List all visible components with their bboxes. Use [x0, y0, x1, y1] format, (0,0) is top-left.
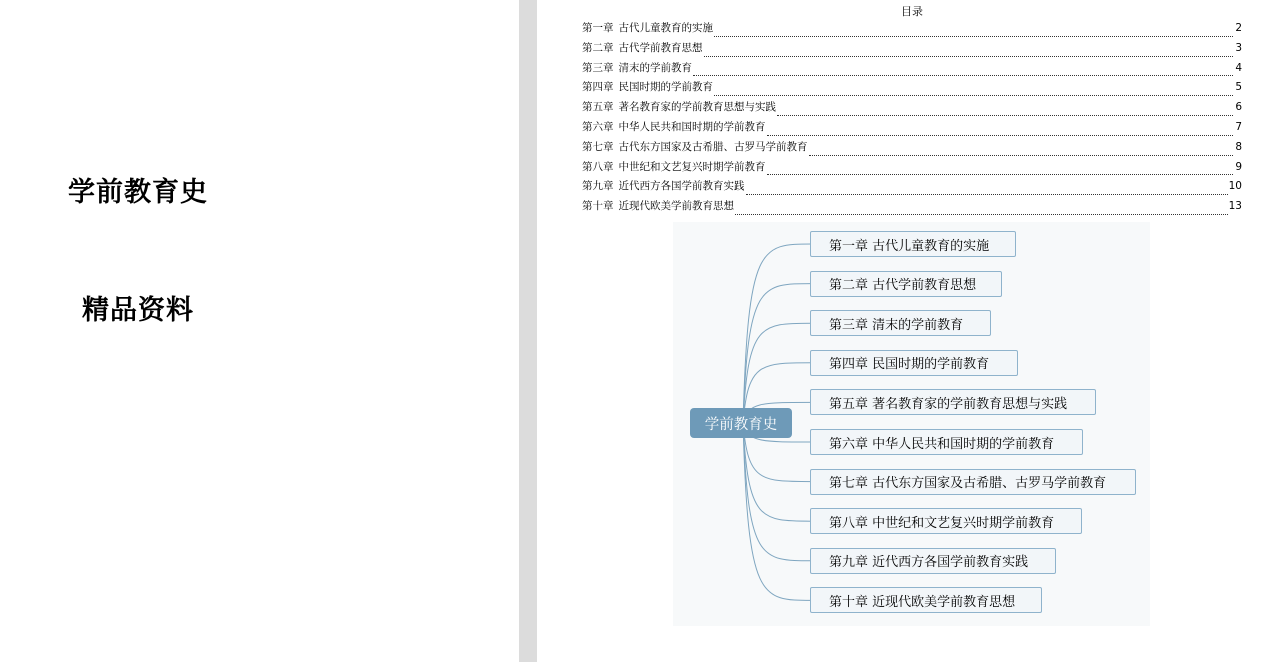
toc-dot-leader [735, 214, 1228, 215]
document-subtitle: 精品资料 [82, 295, 194, 326]
toc-dot-leader [767, 174, 1234, 175]
toc-entry[interactable] [582, 99, 1242, 119]
toc-entry-title: 著名教育家的学前教育思想与实践 [618, 101, 776, 114]
toc-entry-number: 第八章 [582, 160, 614, 173]
mindmap-connector [743, 423, 812, 561]
toc-dot-leader [693, 75, 1233, 76]
toc-entry-title: 中华人民共和国时期的学前教育 [618, 120, 766, 133]
mindmap-node[interactable]: 第七章 古代东方国家及古希腊、古罗马学前教育 [810, 469, 1136, 495]
right-page [537, 0, 1280, 662]
toc-entry-title: 古代学前教育思想 [618, 41, 703, 54]
mindmap-node[interactable]: 第八章 中世纪和文艺复兴时期学前教育 [810, 508, 1082, 534]
toc-dot-leader [714, 36, 1233, 37]
toc-entry-number: 第一章 [582, 22, 614, 34]
mindmap-node[interactable]: 第三章 清末的学前教育 [810, 310, 991, 336]
toc-entry[interactable] [582, 159, 1242, 179]
toc-entry-number: 第四章 [582, 81, 614, 94]
toc-list [582, 20, 1242, 218]
toc-entry[interactable] [582, 198, 1242, 218]
toc-entry-page: 5 [1235, 81, 1242, 94]
toc-entry-page: 4 [1235, 61, 1242, 74]
toc-entry-page: 3 [1235, 41, 1242, 54]
mindmap-root[interactable]: 学前教育史 [690, 408, 792, 438]
toc-entry-title: 近现代欧美学前教育思想 [618, 200, 734, 213]
document-title: 学前教育史 [68, 177, 208, 208]
toc-dot-leader [746, 194, 1228, 195]
toc-entry-number: 第三章 [582, 61, 614, 74]
toc-dot-leader [809, 155, 1234, 156]
toc-entry-number: 第六章 [582, 120, 614, 133]
toc-entry[interactable] [582, 40, 1242, 60]
toc-entry-page: 13 [1228, 200, 1242, 213]
toc-heading: 目录 [901, 5, 923, 18]
mindmap-node[interactable]: 第十章 近现代欧美学前教育思想 [810, 587, 1042, 613]
toc-entry-page: 9 [1235, 160, 1242, 173]
mindmap-node[interactable]: 第四章 民国时期的学前教育 [810, 350, 1018, 376]
toc-entry-title: 古代东方国家及古希腊、古罗马学前教育 [618, 140, 808, 153]
toc-dot-leader [714, 95, 1233, 96]
toc-entry-number: 第七章 [582, 140, 614, 153]
toc-entry[interactable] [582, 20, 1242, 40]
toc-entry-title: 近代西方各国学前教育实践 [618, 180, 745, 193]
mindmap-node[interactable]: 第一章 古代儿童教育的实施 [810, 231, 1016, 257]
toc-dot-leader [767, 135, 1234, 136]
toc-entry[interactable] [582, 139, 1242, 159]
mindmap-node[interactable]: 第二章 古代学前教育思想 [810, 271, 1002, 297]
toc-entry-title: 中世纪和文艺复兴时期学前教育 [618, 160, 766, 173]
toc-dot-leader [777, 115, 1233, 116]
toc-entry-title: 古代儿童教育的实施 [618, 22, 713, 34]
toc-entry[interactable] [582, 60, 1242, 80]
toc-entry-page: 8 [1235, 140, 1242, 153]
toc-entry-number: 第十章 [582, 200, 614, 213]
toc-entry-number: 第二章 [582, 41, 614, 54]
mindmap-node[interactable]: 第九章 近代西方各国学前教育实践 [810, 548, 1056, 574]
mindmap-node[interactable]: 第六章 中华人民共和国时期的学前教育 [810, 429, 1083, 455]
toc-entry-number: 第九章 [582, 180, 614, 193]
toc-entry-page: 7 [1235, 120, 1242, 133]
left-page [0, 0, 519, 662]
mindmap [673, 222, 1150, 626]
page-gutter [519, 0, 537, 662]
toc-entry-number: 第五章 [582, 101, 614, 114]
toc-entry[interactable] [582, 178, 1242, 198]
toc-dot-leader [704, 56, 1234, 57]
mindmap-node[interactable]: 第五章 著名教育家的学前教育思想与实践 [810, 389, 1096, 415]
toc-entry-page: 6 [1235, 101, 1242, 114]
toc-entry[interactable] [582, 119, 1242, 139]
toc-entry[interactable] [582, 79, 1242, 99]
toc-entry-page: 2 [1235, 22, 1242, 34]
toc-entry-title: 清末的学前教育 [618, 61, 692, 74]
toc-entry-page: 10 [1228, 180, 1242, 193]
toc-entry-title: 民国时期的学前教育 [618, 81, 713, 94]
mindmap-connector [743, 423, 812, 600]
mindmap-connector [743, 244, 812, 423]
